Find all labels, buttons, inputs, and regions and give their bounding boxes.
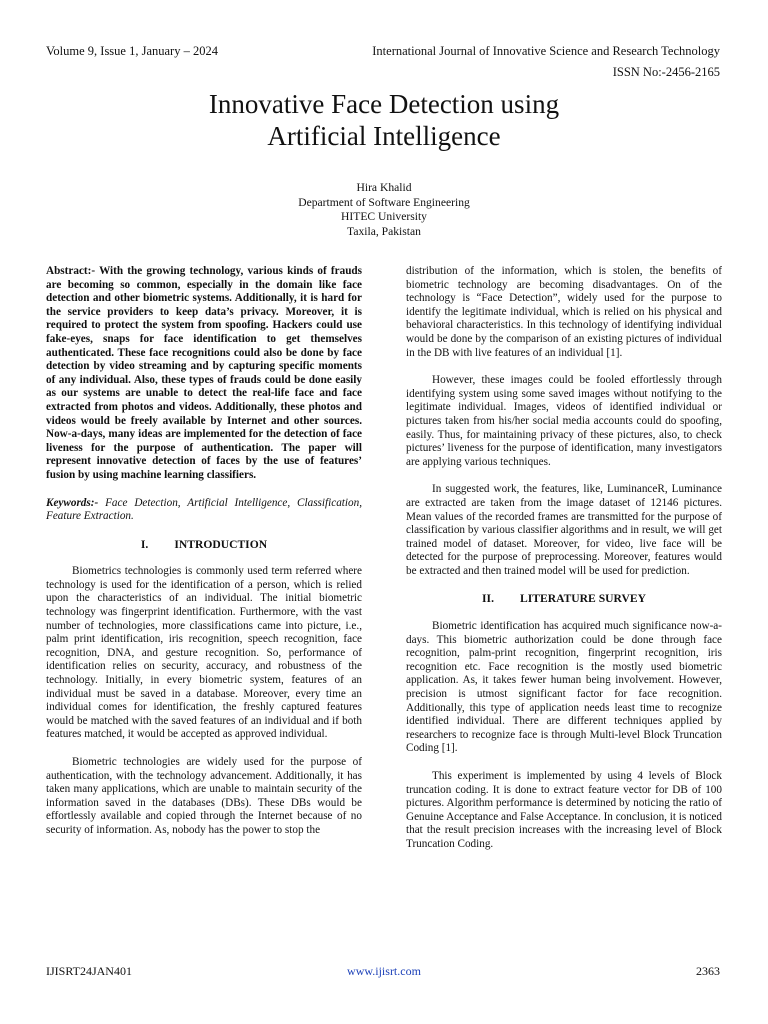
author-department: Department of Software Engineering xyxy=(298,195,470,209)
literature-paragraph-1: Biometric identification has acquired much significance now-a-days. This biometric authorization could be done through face recognition, palm-print recognition, fingerprint recognition, iris recognition etc. Face recognition is the mostly used biometric application. As, it takes fewer human being involvement. However, precision is utmost significant factor for face recognition. Additionally, this type of application needs least time to recognize identified individual. There are different techniques applied by researchers to recognize face is through Multi-level Block Truncation Coding [1]. xyxy=(406,620,722,755)
section-title: INTRODUCTION xyxy=(174,537,268,551)
author-block xyxy=(0,181,768,239)
left-column xyxy=(46,265,362,838)
intro-paragraph-2: Biometric technologies are widely used for the purpose of authentication, with the technology advancement. Additionally, it has taken many applications, which are unable to maintain security of the information saved in the databases (DBs). These DBs would be effortlessly available and copied through the Internet because of no security of information. As, nobody has the power to stop the xyxy=(46,756,362,836)
intro-paragraph-4: In suggested work, the features, like, LuminanceR, Luminance are extracted are taken from the image dataset of 12146 pictures. Mean values of the recorded frames are transmitted for the purpose of classification by various classifier algorithms and in result, we will get trained model of dataset. Moreover, for video, live face will be detected for the purpose of preprocessing. Moreover, features would be extracted and then trained model will be used for prediction. xyxy=(406,483,722,577)
title-line-1: Innovative Face Detection using xyxy=(208,89,560,119)
right-column xyxy=(406,265,722,852)
keywords-text: Face Detection, Artificial Intelligence, Classification, Feature Extraction. xyxy=(46,496,362,523)
author-name: Hira Khalid xyxy=(356,181,412,194)
section-number: II. xyxy=(482,592,494,606)
paper-id: IJISRT24JAN401 xyxy=(46,964,132,978)
paper-title xyxy=(0,88,768,152)
section-title: LITERATURE SURVEY xyxy=(519,592,646,606)
keywords-label: Keywords:- xyxy=(46,496,99,509)
volume-issue: Volume 9, Issue 1, January – 2024 xyxy=(46,44,218,58)
website-link xyxy=(0,964,768,979)
title-line-2: Artificial Intelligence xyxy=(267,121,501,151)
abstract: Abstract:- With the growing technology, various kinds of frauds are becoming so common, especially in the domain like face detection and other biometric systems. Additionally, it is hard for the service providers to keep data’s privacy. Moreover, it is required to protect the system from spoofing. Hackers could use fake-eyes, snaps for face identification to get themselves authenticated. These face recognitions could also be done by face detection by video streaming and by capturing specific moments of any individual. Also, these types of frauds could be done easily as our systems are unable to detect the real-life face and face extracted from photos and videos. Additionally, these photos and videos would be freely available by Internet and other sources. Now-a-days, many ideas are implemented for the detection of face liveness for the purpose of authentication. The paper will represent innovative detection of faces by the use of features’ fusion by using machine learning classifiers. xyxy=(46,265,362,481)
literature-paragraph-2: This experiment is implemented by using 4 levels of Block truncation coding. It is done to extract feature vector for DB of 100 pictures. Algorithm performance is determined by noticing the ratio of Genuine Acceptance and False Acceptance. In conclusion, it is noticed that the result precision increases with the increasing level of Block Truncation Coding. xyxy=(406,770,722,850)
page-number: 2363 xyxy=(696,964,720,978)
author-university: HITEC University xyxy=(341,210,427,223)
section-heading-literature-survey xyxy=(406,592,722,606)
keywords xyxy=(46,497,362,524)
website-link-text[interactable]: www.ijisrt.com xyxy=(347,964,421,978)
issn: ISSN No:-2456-2165 xyxy=(612,65,720,79)
intro-paragraph-continued: distribution of the information, which is stolen, the benefits of biometric technology are becoming disadvantages. On of the technology is “Face Detection”, widely used for the purpose to identify the legitimate individual, which is relied on his physical and behavioral characteristics. In this technology of identifying individual would be done by the comparison of an existing pictures of individual in the DB with live features of an individual [1]. xyxy=(406,265,722,359)
journal-name: International Journal of Innovative Science and Research Technology xyxy=(372,44,720,58)
intro-paragraph-3: However, these images could be fooled effortlessly through identifying system using some saved images without notifying to the legitimate individual. Images, videos of identified individual or pictures taken from his/her social media accounts could do spoofing, easily. Thus, for maintaining privacy of these pictures, also, to check pictures’ liveness for the purpose of identification, many investigators are applying various techniques. xyxy=(406,374,722,468)
intro-paragraph-1: Biometrics technologies is commonly used term referred where technology is used for the identification of a person, which is relied upon the characteristics of an individual. The initial biometric technology was fingerprint identification. Furthermore, with the vast number of technologies, more classifications came into picture, i.e., palm print identification, iris recognition, speech recognition, face recognition, DNA, and gesture recognition. So, performance of identification relies on security, accuracy, and robustness of the technology. Initially, in every biometric system, features of an individual must be saved in a database. Moreover, every time an individual comes for identification, the freshly captured features would be matched with the saved features of an individual and if both features matched, it would be accepted as approved individual. xyxy=(46,565,362,741)
section-number: I. xyxy=(140,537,149,551)
author-location: Taxila, Pakistan xyxy=(347,224,421,238)
section-heading-introduction xyxy=(46,538,362,552)
